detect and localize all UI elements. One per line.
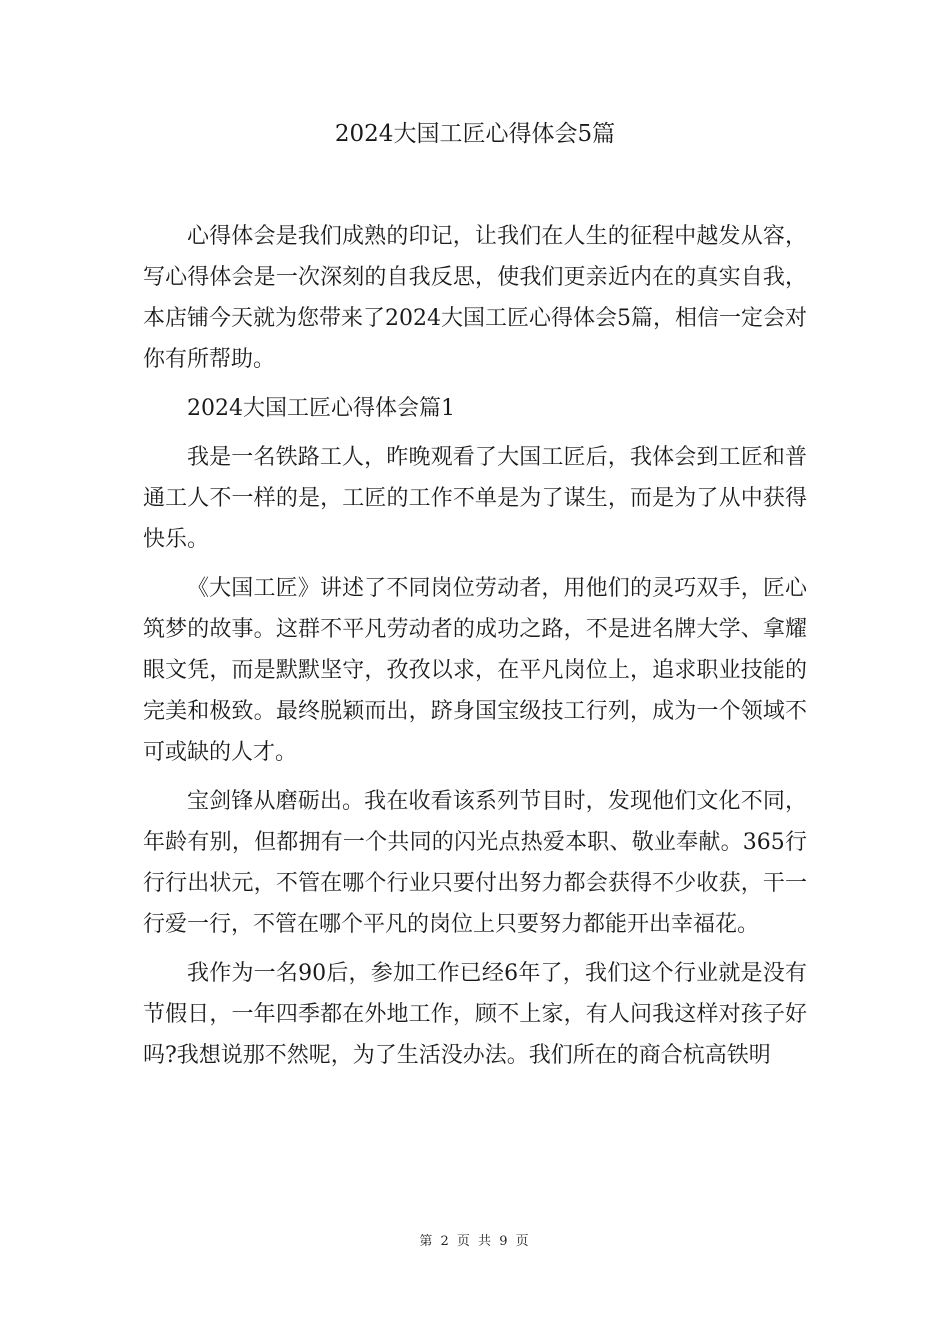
document-title: 2024大国工匠心得体会5篇: [334, 121, 616, 147]
body-paragraph: 宝剑锋从磨砺出。我在收看该系列节目时，发现他们文化不同，年龄有别，但都拥有一个共同的闪光点热爱本职、敬业奉献。365行行行出状元，不管在哪个行业只要付出努力都会获得不少收获，干一行爱一行，不管在哪个平凡的岗位上只要努力都能开出幸福花。: [143, 789, 807, 937]
body-paragraph: 《大国工匠》讲述了不同岗位劳动者，用他们的灵巧双手，匠心筑梦的故事。这群不平凡劳动者的成功之路，不是进名牌大学、拿耀眼文凭，而是默默坚守，孜孜以求，在平凡岗位上，追求职业技能的完美和极致。最终脱颖而出，跻身国宝级技工行列，成为一个领域不可或缺的人才。: [143, 576, 807, 765]
section-heading: 2024大国工匠心得体会篇1: [187, 396, 455, 421]
page-footer: 第 2 页 共 9 页: [419, 1234, 531, 1249]
document-body: [143, 216, 807, 1084]
body-paragraph: 我作为一名90后，参加工作已经6年了，我们这个行业就是没有节假日，一年四季都在外地工作，顾不上家，有人问我这样对孩子好吗?我想说那不然呢，为了生活没办法。我们所在的商合杭高铁明: [143, 961, 807, 1068]
body-paragraph: 我是一名铁路工人，昨晚观看了大国工匠后，我体会到工匠和普通工人不一样的是，工匠的工作不单是为了谋生，而是为了从中获得快乐。: [143, 445, 807, 552]
intro-paragraph: 心得体会是我们成熟的印记，让我们在人生的征程中越发从容，写心得体会是一次深刻的自我反思，使我们更亲近内在的真实自我，本店铺今天就为您带来了2024大国工匠心得体会5篇，相信一定会对你有所帮助。: [143, 224, 807, 372]
